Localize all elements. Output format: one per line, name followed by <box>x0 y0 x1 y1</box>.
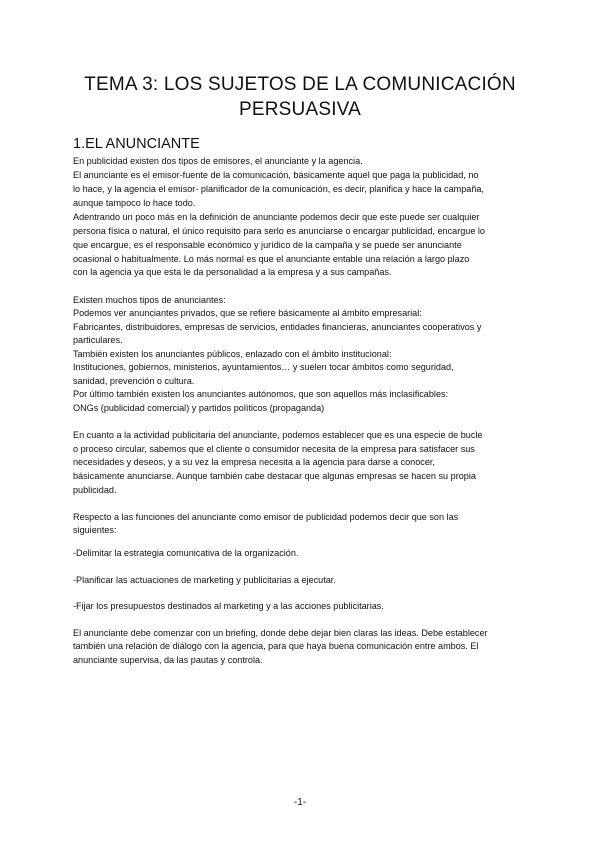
text-line: El anunciante debe comenzar con un briefing, donde debe dejar bien claras las ideas. Debe establecer <box>73 628 488 638</box>
text-line: ONGs (publicidad comercial) y partidos políticos (propaganda) <box>73 403 325 413</box>
text-line: siguientes: <box>73 525 117 535</box>
text-line: Adentrando un poco más en la definición de anunciante podemos decir que este puede ser cualquier <box>73 212 480 222</box>
text-line: Respecto a las funciones del anunciante como emisor de publicidad podemos decir que son las <box>73 512 459 522</box>
title-line-2: PERSUASIVA <box>238 99 362 120</box>
text-line: Podemos ver anunciantes privados, que se refiere básicamente al ámbito empresarial: <box>73 308 422 318</box>
text-line: publicidad. <box>73 485 117 495</box>
text-line: particulares. <box>73 335 123 345</box>
text-line: También existen los anunciantes públicos, enlazado con el ámbito institucional: <box>73 349 392 359</box>
title-line-1: TEMA 3: LOS SUJETOS DE LA COMUNICACIÓN <box>84 74 516 95</box>
text-line: sanidad, prevención o cultura. <box>73 376 195 386</box>
text-line: necesidades y deseos, y a su vez la empresa necesita a la agencia para darse a conocer, <box>73 457 435 467</box>
text-line: En publicidad existen dos tipos de emisores, el anunciante y la agencia. <box>73 156 363 166</box>
text-line: Por último también existen los anunciantes autónomos, que son aquellos más inclasificables: <box>73 389 449 399</box>
text-line: anunciante supervisa, da las pautas y controla. <box>73 655 263 665</box>
list-item: -Planificar las actuaciones de marketing y publicitarias a ejecutar. <box>73 575 336 585</box>
text-line: con la agencia ya que esta le da personalidad a la empresa y a sus campañas. <box>73 267 392 277</box>
text-line: Instituciones, gobiernos, ministerios, ayuntamientos… y suelen tocar ámbitos como seguridad, <box>73 362 454 372</box>
text-line: básicamente anunciarse. Aunque también cabe destacar que algunas empresas se hacen su propia <box>73 471 476 481</box>
list-item: -Delimitar la estrategia comunicativa de la organización. <box>73 548 299 558</box>
section-heading: 1.EL ANUNCIANTE <box>73 136 200 152</box>
text-line: El anunciante es el emisor-fuente de la comunicación, básicamente aquel que paga la publicidad, no <box>73 170 479 180</box>
text-line: aunque tampoco lo hace todo. <box>73 198 196 208</box>
page-number: -1- <box>293 797 307 808</box>
text-line: Fabricantes, distribuidores, empresas de servicios, entidades financieras, anunciantes cooperativos y <box>73 322 482 332</box>
page-title <box>40 72 560 122</box>
text-line: o proceso circular, sabemos que el cliente o consumidor necesita de la empresa para satisfacer sus <box>73 444 475 454</box>
text-line: En cuanto a la actividad publicitaria del anunciante, podemos establecer que es una especie de bucle <box>73 430 483 440</box>
text-line: que encargue, es el responsable económico y jurídico de la campaña y se puede ser anunciante <box>73 240 462 250</box>
list-item: -Fijar los presupuestos destinados al marketing y a las acciones publicitarias. <box>73 601 384 611</box>
text-line: Existen muchos tipos de anunciantes: <box>73 295 226 305</box>
text-line: persona física o natural, el único requisito para serlo es anunciarse o encargar publicidad, encargue lo <box>73 226 485 236</box>
text-line: lo hace, y la agencia el emisor- planificador de la comunicación, es decir, planifica y hace la campaña, <box>73 184 484 194</box>
text-line: también una relación de diálogo con la agencia, para que haya buena comunicación entre ambos. El <box>73 641 479 651</box>
text-line: ocasional o habitualmente. Lo más normal es que el anunciante entable una relación a largo plazo <box>73 254 470 264</box>
